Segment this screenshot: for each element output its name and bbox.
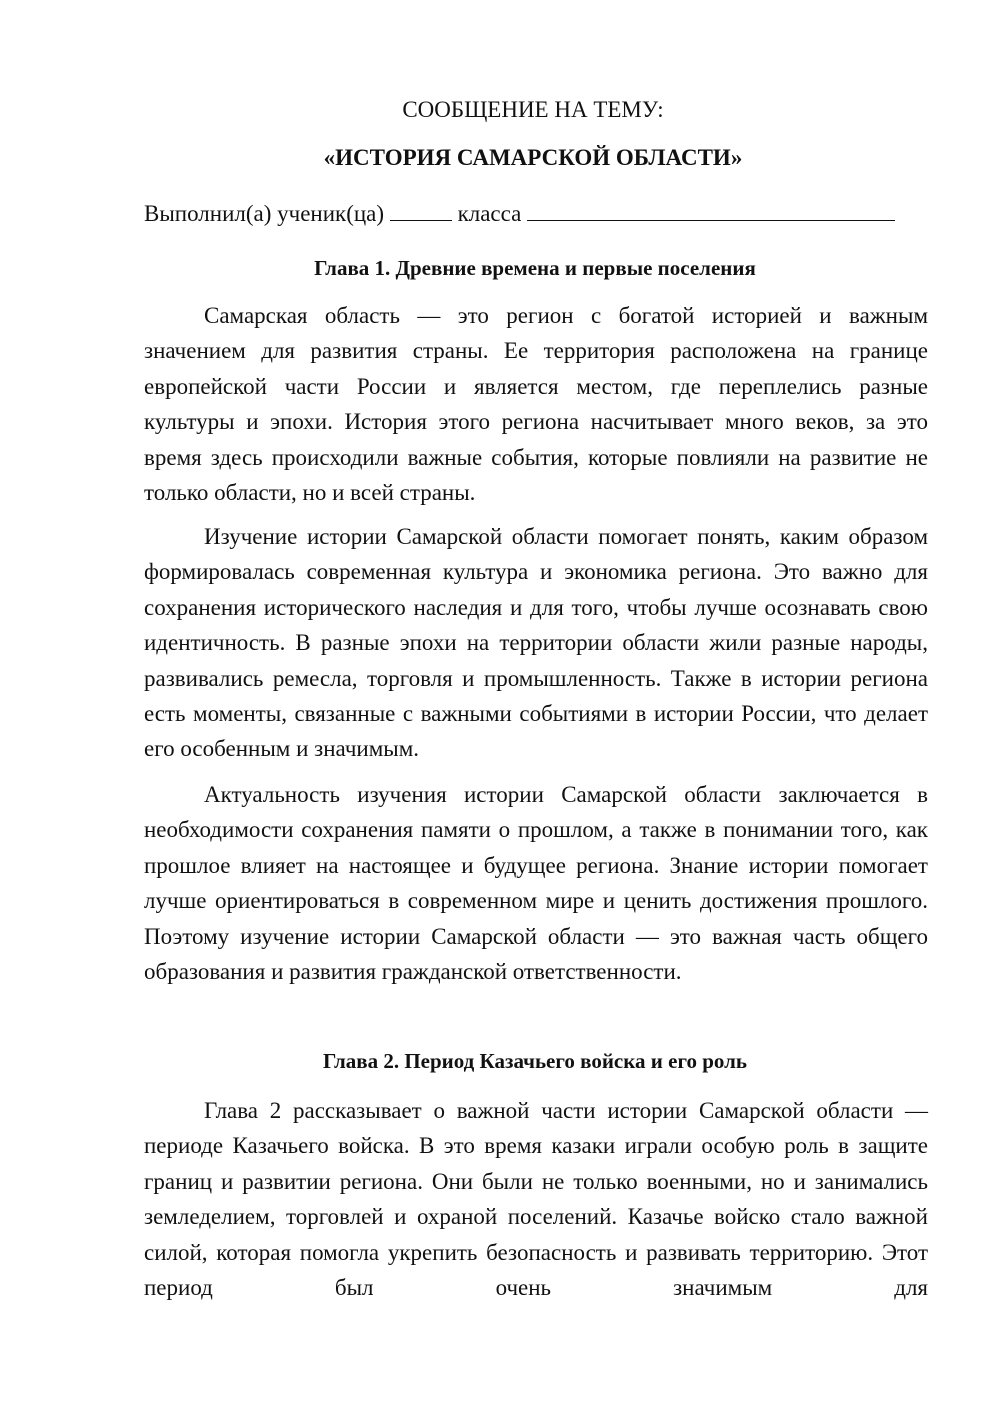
chapter-1-paragraph-2: Изучение истории Самарской области помогает понять, каким образом формировалась современная культура и экономика региона. Это важно для сохранения исторического наследия и для того, чтобы лучше осознавать свою идентичность. В разные эпохи на территории области жили разные народы, развивались ремесла, торговля и промышленность. Также в истории региона есть моменты, связанные с важными событиями в истории России, что делает его особенным и значимым. bbox=[144, 524, 928, 762]
chapter-2-paragraph-1: Глава 2 рассказывает о важной части истории Самарской области — периоде Казачьего войска. В это время казаки играли особую роль в защите границ и развитии региона. Они были не только военными, но и занимались земледелием, торговлей и охраной поселений. Казачье войско стало важной силой, которая помогла укрепить безопасность и развивать территорию. Этот период был очень значимым для bbox=[144, 1098, 928, 1301]
document-title-topic: «ИСТОРИЯ САМАРСКОЙ ОБЛАСТИ» bbox=[323, 145, 743, 170]
chapter-1-paragraph-3: Актуальность изучения истории Самарской области заключается в необходимости сохранения памяти о прошлом, а также в понимании того, как прошлое влияет на настоящее и будущее региона. Знание истории помогает лучше ориентироваться в современном мире и ценить достижения прошлого. Поэтому изучение истории Самарской области — это важная часть общего образования и развития гражданской ответственности. bbox=[144, 782, 928, 985]
name-blank-field[interactable] bbox=[527, 198, 895, 221]
author-line bbox=[144, 198, 934, 228]
document-title-line1: СООБЩЕНИЕ НА ТЕМУ: bbox=[402, 97, 664, 122]
chapter-2-heading: Глава 2. Период Казачьего войска и его роль bbox=[322, 1049, 748, 1073]
chapter-1-paragraph-1: Самарская область — это регион с богатой историей и важным значением для развития страны. Ее территория расположена на границе европейской части России и является местом, где переплелись разные культуры и эпохи. История этого региона насчитывает много веков, за это время здесь происходили важные события, которые повлияли на развитие не только области, но и всей страны. bbox=[144, 303, 928, 506]
grade-blank-field[interactable] bbox=[390, 198, 452, 221]
class-word: класса bbox=[457, 201, 522, 226]
author-prefix: Выполнил(а) ученик(ца) bbox=[144, 201, 385, 226]
chapter-1-heading: Глава 1. Древние времена и первые поселения bbox=[314, 256, 756, 280]
